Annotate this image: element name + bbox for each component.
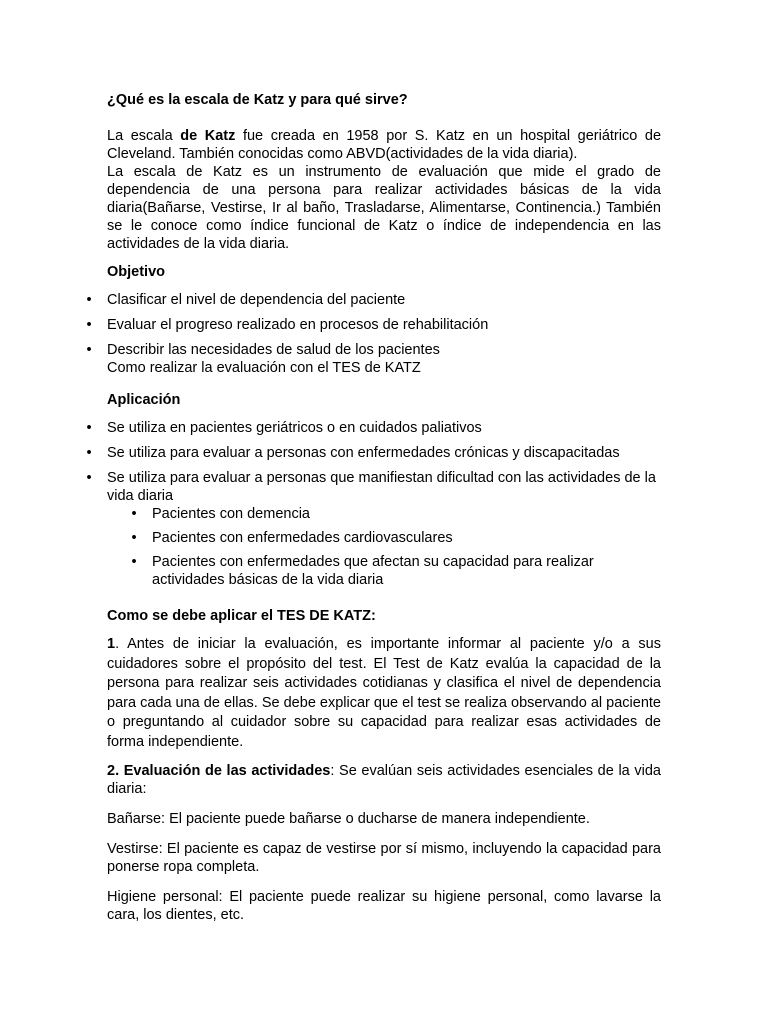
list-item: • Se utiliza en pacientes geriátricos o en cuidados paliativos (86, 420, 482, 436)
bullet-icon: • (86, 342, 92, 358)
list-item: • Evaluar el progreso realizado en procesos de rehabilitación (86, 317, 489, 333)
bullet-icon: • (131, 506, 137, 522)
aplicacion-list (86, 419, 661, 589)
bullet-icon: • (86, 420, 92, 436)
list-item: • Se utiliza para evaluar a personas que manifiestan dificultad con las actividades de la vida diaria • Pacientes con demencia • Pacientes con enfermedades cardiovasculares • Pacientes con enfermedades que afectan su capacidad para realizar actividades básicas de la vida diaria (107, 469, 661, 589)
aplicacion-heading: Aplicación (107, 392, 181, 408)
list-item: • Describir las necesidades de salud de los pacientes Como realizar la evaluación con el TES de KATZ (86, 342, 440, 376)
objetivo-list (86, 291, 661, 377)
intro-paragraph-2: La escala de Katz es un instrumento de evaluación que mide el grado de dependencia de una persona para realizar actividades básicas de la vida diaria(Bañarse, Vestirse, Ir al baño, Trasladarse, Alimentarse, Continencia.) También se le conoce como índice funcional de Katz o índice de independencia en las actividades de la vida diaria. (107, 164, 661, 252)
vestirse-paragraph: Vestirse: El paciente es capaz de vestirse por sí mismo, incluyendo la capacidad para ponerse ropa completa. (107, 841, 661, 875)
aplicacion-sublist (131, 505, 661, 589)
document-content (86, 91, 662, 933)
intro-paragraph-1: La escala de Katz fue creada en 1958 por S. Katz en un hospital geriátrico de Cleveland. También conocidas como ABVD(actividades de la vida diaria). (107, 128, 662, 162)
list-item: • Pacientes con enfermedades cardiovasculares (131, 530, 453, 546)
objetivo-heading: Objetivo (107, 264, 166, 280)
document-title: ¿Qué es la escala de Katz y para qué sirve? (107, 92, 408, 108)
aplicar-heading: Como se debe aplicar el TES DE KATZ: (107, 608, 376, 624)
list-item: • Pacientes con enfermedades que afectan su capacidad para realizar actividades básicas de la vida diaria (131, 554, 594, 588)
banarse-paragraph: Bañarse: El paciente puede bañarse o ducharse de manera independiente. (107, 811, 590, 827)
list-item: • Se utiliza para evaluar a personas con enfermedades crónicas y discapacitadas (86, 445, 620, 461)
bullet-icon: • (131, 530, 137, 546)
bullet-icon: • (86, 317, 92, 333)
list-item: • Clasificar el nivel de dependencia del paciente (86, 292, 406, 308)
list-item: • Pacientes con demencia (131, 506, 310, 522)
bullet-icon: • (86, 445, 92, 461)
step-2-paragraph: 2. Evaluación de las actividades: Se evalúan seis actividades esenciales de la vida diaria: (107, 763, 661, 797)
bullet-icon: • (86, 292, 92, 308)
bullet-icon: • (131, 554, 137, 570)
bullet-icon: • (86, 470, 92, 486)
higiene-paragraph: Higiene personal: El paciente puede realizar su higiene personal, como lavarse la cara, los dientes, etc. (107, 889, 661, 923)
intro-section (107, 127, 661, 253)
step-1-paragraph: 1. Antes de iniciar la evaluación, es importante informar al paciente y/o a sus cuidadores sobre el propósito del test. El Test de Katz evalúa la capacidad de la persona para realizar seis actividades cotidianas y clasifica el nivel de dependencia para cada una de ellas. Se debe explicar que el test se realiza observando al paciente o preguntando al cuidador sobre su capacidad para realizar esas actividades de forma independiente. (107, 636, 661, 750)
